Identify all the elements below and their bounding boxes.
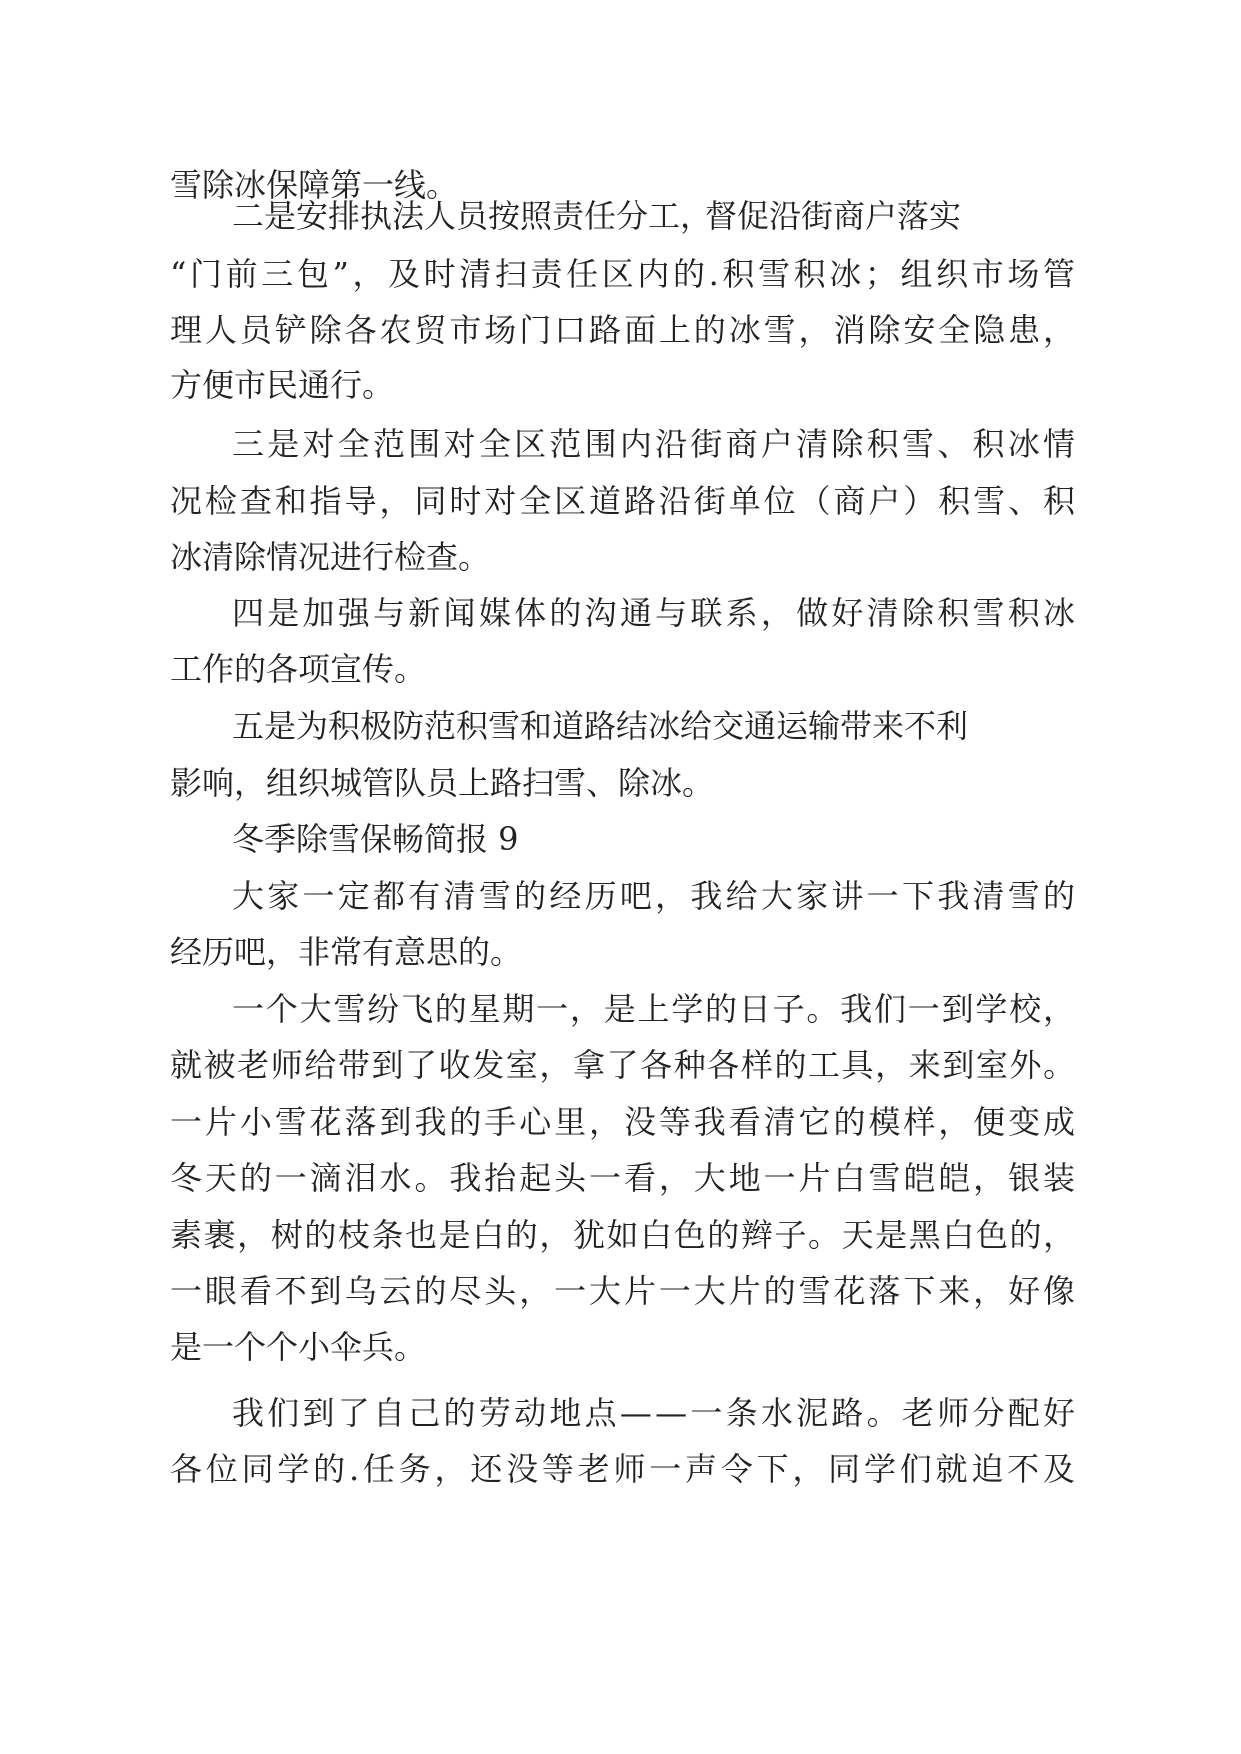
text-segment: 四是加强与新闻媒体的沟通与联系，做好清除积雪积冰 xyxy=(232,594,1079,632)
text-line xyxy=(0,1389,1241,1437)
text-segment: 三是对全范围对全区范围内沿街商户清除积雪、积冰情 xyxy=(232,425,1079,463)
text-segment: 一眼看不到乌云的尽头，一大片一大片的雪花落下来，好像 xyxy=(170,1272,1078,1310)
text-segment: 雪除冰保障第一线。 xyxy=(170,166,459,204)
text-segment: 方便市民通行。 xyxy=(170,366,395,404)
text-line xyxy=(0,759,1241,807)
text-line xyxy=(0,533,1241,581)
text-segment: 工作的各项宣传。 xyxy=(170,650,427,688)
text-line xyxy=(0,1098,1241,1146)
text-line xyxy=(0,645,1241,693)
text-line xyxy=(0,815,1241,863)
text-line xyxy=(0,589,1241,637)
text-segment: 是一个个小伞兵。 xyxy=(170,1328,427,1366)
text-segment: 经历吧，非常有意思的。 xyxy=(170,933,523,971)
text-segment: 我们到了自己的劳动地点——一条水泥路。老师分配好 xyxy=(232,1394,1079,1432)
text-segment: 影响，组织城管队员上路扫雪、除冰。 xyxy=(170,764,715,802)
text-line xyxy=(0,1041,1241,1089)
text-segment: 冬天的一滴泪水。我抬起头一看，大地一片白雪皑皑，银装 xyxy=(170,1159,1078,1197)
text-line xyxy=(0,1211,1241,1259)
text-line xyxy=(0,702,1241,750)
text-segment: 督促沿街商户落实 xyxy=(705,197,962,235)
text-line xyxy=(0,306,1241,354)
text-segment: 素裹，树的枝条也是白的，犹如白色的辫子。天是黑白色的， xyxy=(170,1216,1077,1254)
text-line xyxy=(0,477,1241,525)
text-line xyxy=(0,1445,1241,1493)
text-segment: 一个大雪纷飞的星期一，是上学的日子。我们一到学校， xyxy=(232,990,1077,1028)
text-segment: 冰清除情况进行检查。 xyxy=(170,538,491,576)
text-segment: 五是为积极防范积雪和道路结冰给交通运输带来不利 xyxy=(232,707,969,745)
text-line xyxy=(0,985,1241,1033)
text-segment: 二是安排执法人员按照责任分工， xyxy=(232,197,713,235)
text-line xyxy=(0,872,1241,920)
text-segment: 各位同学的.任务，还没等老师一声令下，同学们就迫不及 xyxy=(170,1450,1079,1488)
text-line xyxy=(0,192,1241,240)
text-segment: 况检查和指导，同时对全区道路沿街单位（商户）积雪、积 xyxy=(170,482,1078,520)
text-segment: 大家一定都有清雪的经历吧，我给大家讲一下我清雪的 xyxy=(232,877,1079,915)
text-line xyxy=(0,1323,1241,1371)
text-line xyxy=(0,361,1241,409)
text-line xyxy=(0,1154,1241,1202)
text-line xyxy=(0,250,1241,298)
text-line xyxy=(0,928,1241,976)
text-line xyxy=(0,420,1241,468)
text-segment: 理人员铲除各农贸市场门口路面上的冰雪，消除安全隐患， xyxy=(170,311,1078,349)
text-segment: 就被老师给带到了收发室，拿了各种各样的工具，来到室外。 xyxy=(170,1046,1077,1084)
text-line xyxy=(0,1267,1241,1315)
text-segment: “门前三包”，及时清扫责任区内的.积雪积冰；组织市场管 xyxy=(170,255,1079,293)
text-segment: 一片小雪花落到我的手心里，没等我看清它的模样，便变成 xyxy=(170,1103,1078,1141)
section-heading: 冬季除雪保畅简报 9 xyxy=(232,820,519,858)
